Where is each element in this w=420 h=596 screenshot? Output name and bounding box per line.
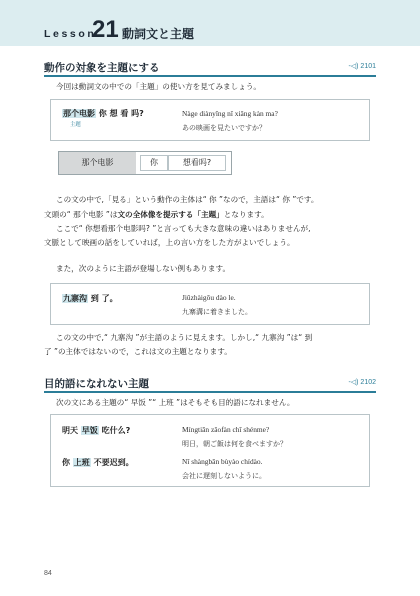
para1-line2-post: となります。 bbox=[223, 210, 269, 219]
section2-divider bbox=[44, 391, 376, 393]
topic-highlight: 上班 bbox=[73, 458, 90, 467]
para1-line1: この文の中で,「見る」という動作の主体は“ 你 ”なので，主語は“ 你 ”です。 bbox=[56, 195, 319, 204]
example4-chinese bbox=[62, 457, 134, 468]
topic-highlight: 早饭 bbox=[81, 426, 98, 435]
para2: また，次のように主語が登場しない例もあります。 bbox=[56, 264, 231, 273]
example-box-2 bbox=[50, 283, 370, 325]
para1-line2-emphasis: 文の全体像を提示する「主題」 bbox=[117, 210, 224, 219]
example3-chinese-rest: 吃什么? bbox=[98, 426, 131, 435]
section1-title: 動作の対象を主題にする bbox=[44, 62, 160, 74]
example-box-1 bbox=[50, 99, 370, 141]
example3-chinese-pre: 明天 bbox=[62, 426, 81, 435]
example4-japanese: 会社に遅刻しないように。 bbox=[182, 472, 266, 480]
section1-intro: 今回は動詞文の中での「主題」の使い方を見てみましょう。 bbox=[56, 82, 262, 91]
diagram-predicate-box: 想看吗? bbox=[168, 155, 226, 171]
para3-line1: この文の中で,“ 九寨沟 ”が主語のように見えます。しかし,“ 九寨沟 ”は“ 到 bbox=[56, 333, 313, 342]
lesson-label: Lesson bbox=[44, 28, 97, 40]
example2-chinese bbox=[62, 293, 118, 304]
example1-chinese-rest: 你 想 看 吗? bbox=[96, 109, 144, 118]
example4-chinese-pre: 你 bbox=[62, 458, 73, 467]
example4-pinyin: Nǐ shàngbān bùyào chídào. bbox=[182, 457, 263, 466]
diagram-subject-box: 你 bbox=[140, 155, 168, 171]
example1-chinese bbox=[62, 108, 144, 119]
audio-track-2101[interactable]: -◁) 2101 bbox=[348, 63, 376, 70]
audio-track-2102[interactable]: -◁) 2102 bbox=[348, 379, 376, 386]
example2-pinyin: Jiǔzhàigōu dào le. bbox=[182, 293, 236, 302]
lesson-number: 21 bbox=[92, 16, 119, 43]
example3-chinese bbox=[62, 425, 130, 436]
example4-chinese-rest: 不要迟到。 bbox=[90, 458, 134, 467]
para1-line2-pre: 文頭の“ 那个电影 ”は bbox=[44, 210, 118, 219]
example3-pinyin: Míngtiān zǎofàn chī shénme? bbox=[182, 425, 270, 434]
example2-chinese-rest: 到 了。 bbox=[88, 294, 118, 303]
para1-line2 bbox=[44, 208, 269, 222]
diagram-topic: 那个电影 bbox=[59, 152, 136, 174]
section2-title: 目的語になれない主題 bbox=[44, 378, 149, 390]
lesson-title: 動詞文と主題 bbox=[122, 27, 195, 41]
lesson-header bbox=[0, 0, 420, 46]
para3-line2: 了 ”の主体ではないので，これは文の主題となります。 bbox=[44, 347, 232, 356]
topic-highlight: 那个电影 bbox=[63, 109, 95, 118]
example1-pinyin: Nàge diànyǐng nǐ xiǎng kàn ma? bbox=[182, 109, 278, 118]
para1-line3: ここで“ 你想看那个电影吗? ”と言っても大きな意味の違いはありませんが, bbox=[56, 224, 311, 233]
para1-line4: 文脈として映画の話をしていれば，上の言い方をした方がよいでしょう。 bbox=[44, 238, 295, 247]
topic-label: 主題 bbox=[70, 122, 81, 128]
topic-highlight: 九寨沟 bbox=[63, 294, 87, 303]
example2-japanese: 九寨溝に着きました。 bbox=[182, 308, 252, 316]
section2-intro: 次の文にある主題の“ 早饭 ”“ 上班 ”はそもそも目的語になれません。 bbox=[56, 398, 295, 407]
example3-japanese: 明日，朝ご飯は何を食べますか？ bbox=[182, 440, 287, 448]
section1-divider bbox=[44, 75, 376, 77]
page-number: 84 bbox=[44, 570, 52, 577]
example1-japanese: あの映画を見たいですか？ bbox=[182, 124, 266, 132]
